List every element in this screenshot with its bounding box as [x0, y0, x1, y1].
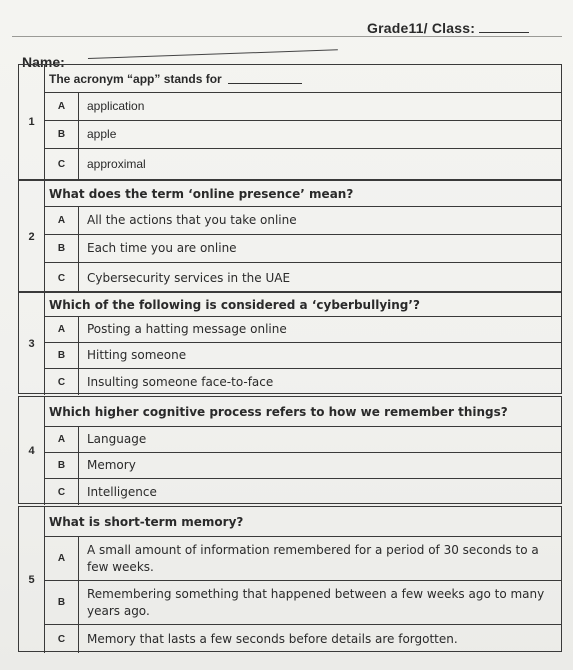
option-c[interactable]: Intelligence [87, 484, 157, 499]
question-number: 3 [19, 293, 45, 395]
question-3 [18, 292, 562, 394]
option-letter: A [45, 537, 79, 581]
question-text [45, 65, 561, 93]
option-letter: A [45, 427, 79, 453]
option-letter: B [45, 121, 79, 149]
option-b[interactable]: Each time you are online [79, 235, 561, 263]
option-b[interactable]: apple [79, 121, 561, 149]
question-text: Which higher cognitive process refers to how we remember things? [45, 397, 561, 427]
question-4 [18, 396, 562, 504]
option-letter: C [45, 625, 79, 653]
class-field[interactable] [367, 20, 529, 36]
option-letter: A [45, 207, 79, 235]
option-letter: A [45, 93, 79, 121]
question-text-label: The acronym “app” stands for [49, 71, 222, 86]
question-1 [18, 64, 562, 180]
question-2 [18, 180, 562, 292]
option-letter: B [45, 343, 79, 369]
option-c[interactable]: Insulting someone face-to-face [87, 374, 274, 389]
option-b[interactable]: Hitting someone [79, 343, 561, 369]
question-number: 1 [19, 65, 45, 179]
option-c[interactable]: Memory that lasts a few seconds before details are forgotten. [87, 631, 458, 646]
option-a[interactable]: application [79, 93, 561, 121]
question-number: 2 [19, 181, 45, 293]
option-letter: C [45, 369, 79, 395]
option-letter: C [45, 479, 79, 505]
question-5 [18, 506, 562, 652]
name-label: Name: [22, 54, 65, 70]
option-letter: C [45, 263, 79, 293]
question-text: What does the term ‘online presence’ mean? [45, 181, 561, 207]
option-c[interactable]: Cybersecurity services in the UAE [87, 270, 291, 285]
question-number: 4 [19, 397, 45, 505]
option-letter: C [45, 149, 79, 179]
option-b[interactable]: Memory [79, 453, 561, 479]
question-text: What is short-term memory? [45, 507, 561, 537]
option-a[interactable]: Language [79, 427, 561, 453]
option-a[interactable]: A small amount of information remembered for a period of 30 seconds to a few weeks. [79, 537, 561, 581]
question-number: 5 [19, 507, 45, 653]
option-b[interactable]: Remembering something that happened between a few weeks ago to many years ago. [79, 581, 561, 625]
option-a[interactable]: All the actions that you take online [79, 207, 561, 235]
option-letter: A [45, 317, 79, 343]
class-label: Grade11/ Class: [367, 20, 476, 36]
option-letter: B [45, 581, 79, 625]
answer-blank[interactable] [228, 73, 302, 84]
option-letter: B [45, 453, 79, 479]
option-letter: B [45, 235, 79, 263]
option-c[interactable]: approximal [87, 156, 146, 171]
question-text: Which of the following is considered a ‘cyberbullying’? [45, 293, 561, 317]
class-blank[interactable] [479, 32, 529, 33]
option-a[interactable]: Posting a hatting message online [79, 317, 561, 343]
